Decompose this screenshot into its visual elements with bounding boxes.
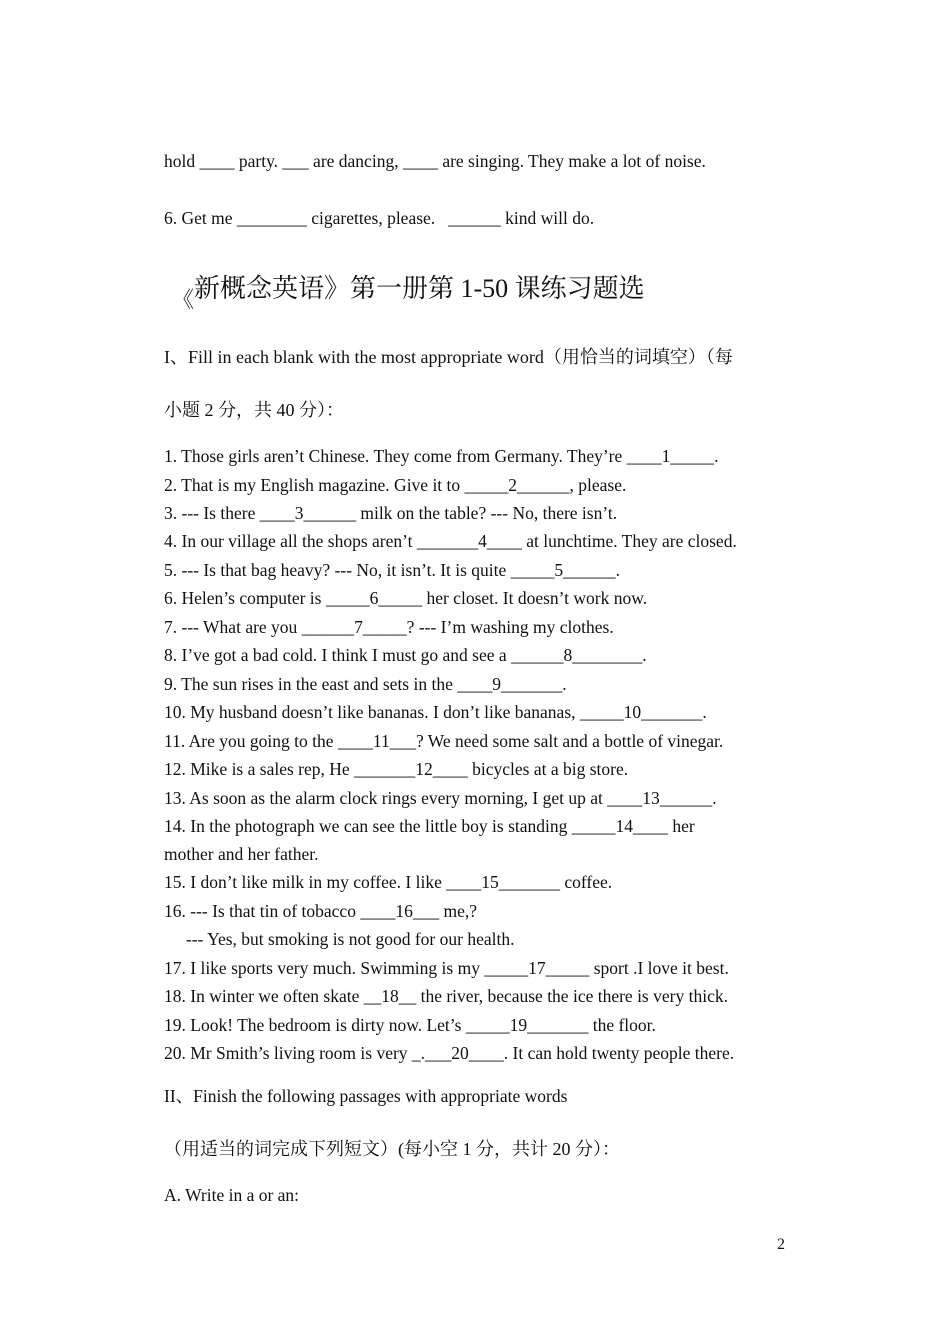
page-number: 2 (777, 1236, 785, 1253)
exercise-item: mother and her father. (164, 844, 319, 864)
subsection-heading: A. Write in a or an: (164, 1185, 300, 1205)
exercise-item: 12. Mike is a sales rep, He _______12____ bicycles at a big store. (164, 759, 629, 779)
exercise-item: 1. Those girls aren’t Chinese. They come from Germany. They’re ____1_____. (164, 446, 719, 466)
page-title (172, 272, 645, 312)
exercise-item: 9. The sun rises in the east and sets in the ____9_______. (164, 674, 567, 694)
exercise-item: 13. As soon as the alarm clock rings every morning, I get up at ____13______. (164, 788, 717, 808)
exercise-item: 8. I’ve got a bad cold. I think I must go and see a ______8________. (164, 645, 647, 665)
section-heading: I、Fill in each blank with the most appropriate word（用恰当的词填空）（每 (164, 347, 733, 367)
exercise-item: 4. In our village all the shops aren’t _______4____ at lunchtime. They are closed. (164, 531, 737, 551)
text-line: 6. Get me ________ cigarettes, please. ______ kind will do. (164, 208, 595, 228)
title-text: 新概念英语》第一册第 1-50 课练习题选 (194, 274, 645, 303)
exercise-item: 7. --- What are you ______7_____? --- I’m washing my clothes. (164, 617, 614, 637)
exercise-item: 5. --- Is that bag heavy? --- No, it isn’t. It is quite _____5______. (164, 560, 621, 580)
exercise-item: 14. In the photograph we can see the little boy is standing _____14____ her (164, 816, 695, 836)
exercise-item: 17. I like sports very much. Swimming is my _____17_____ sport .I love it best. (164, 958, 729, 978)
exercise-item: 19. Look! The bedroom is dirty now. Let’s _____19_______ the floor. (164, 1015, 656, 1035)
exercise-item: 10. My husband doesn’t like bananas. I don’t like bananas, _____10_______. (164, 702, 707, 722)
exercise-item: 20. Mr Smith’s living room is very _.___20____. It can hold twenty people there. (164, 1043, 735, 1063)
section-heading: （用适当的词完成下列短文）(每小空 1 分，共计 20 分）： (164, 1139, 620, 1159)
text-line: hold ____ party. ___ are dancing, ____ are singing. They make a lot of noise. (164, 151, 706, 171)
section-heading: 小题 2 分，共 40 分）： (164, 400, 344, 420)
exercise-item: 3. --- Is there ____3______ milk on the table? --- No, there isn’t. (164, 503, 618, 523)
exercise-item: 16. --- Is that tin of tobacco ____16___ me,? (164, 901, 477, 921)
exercise-item: 15. I don’t like milk in my coffee. I like ____15_______ coffee. (164, 872, 613, 892)
exercise-item: 6. Helen’s computer is _____6_____ her closet. It doesn’t work now. (164, 588, 648, 608)
exercise-item: 11. Are you going to the ____11___? We need some salt and a bottle of vinegar. (164, 731, 724, 751)
exercise-item: --- Yes, but smoking is not good for our health. (164, 929, 515, 949)
exercise-item: 2. That is my English magazine. Give it to _____2______, please. (164, 475, 627, 495)
exercise-item: 18. In winter we often skate __18__ the river, because the ice there is very thick. (164, 986, 728, 1006)
section-heading: II、Finish the following passages with appropriate words (164, 1086, 568, 1106)
title-bracket: 《 (172, 287, 195, 312)
